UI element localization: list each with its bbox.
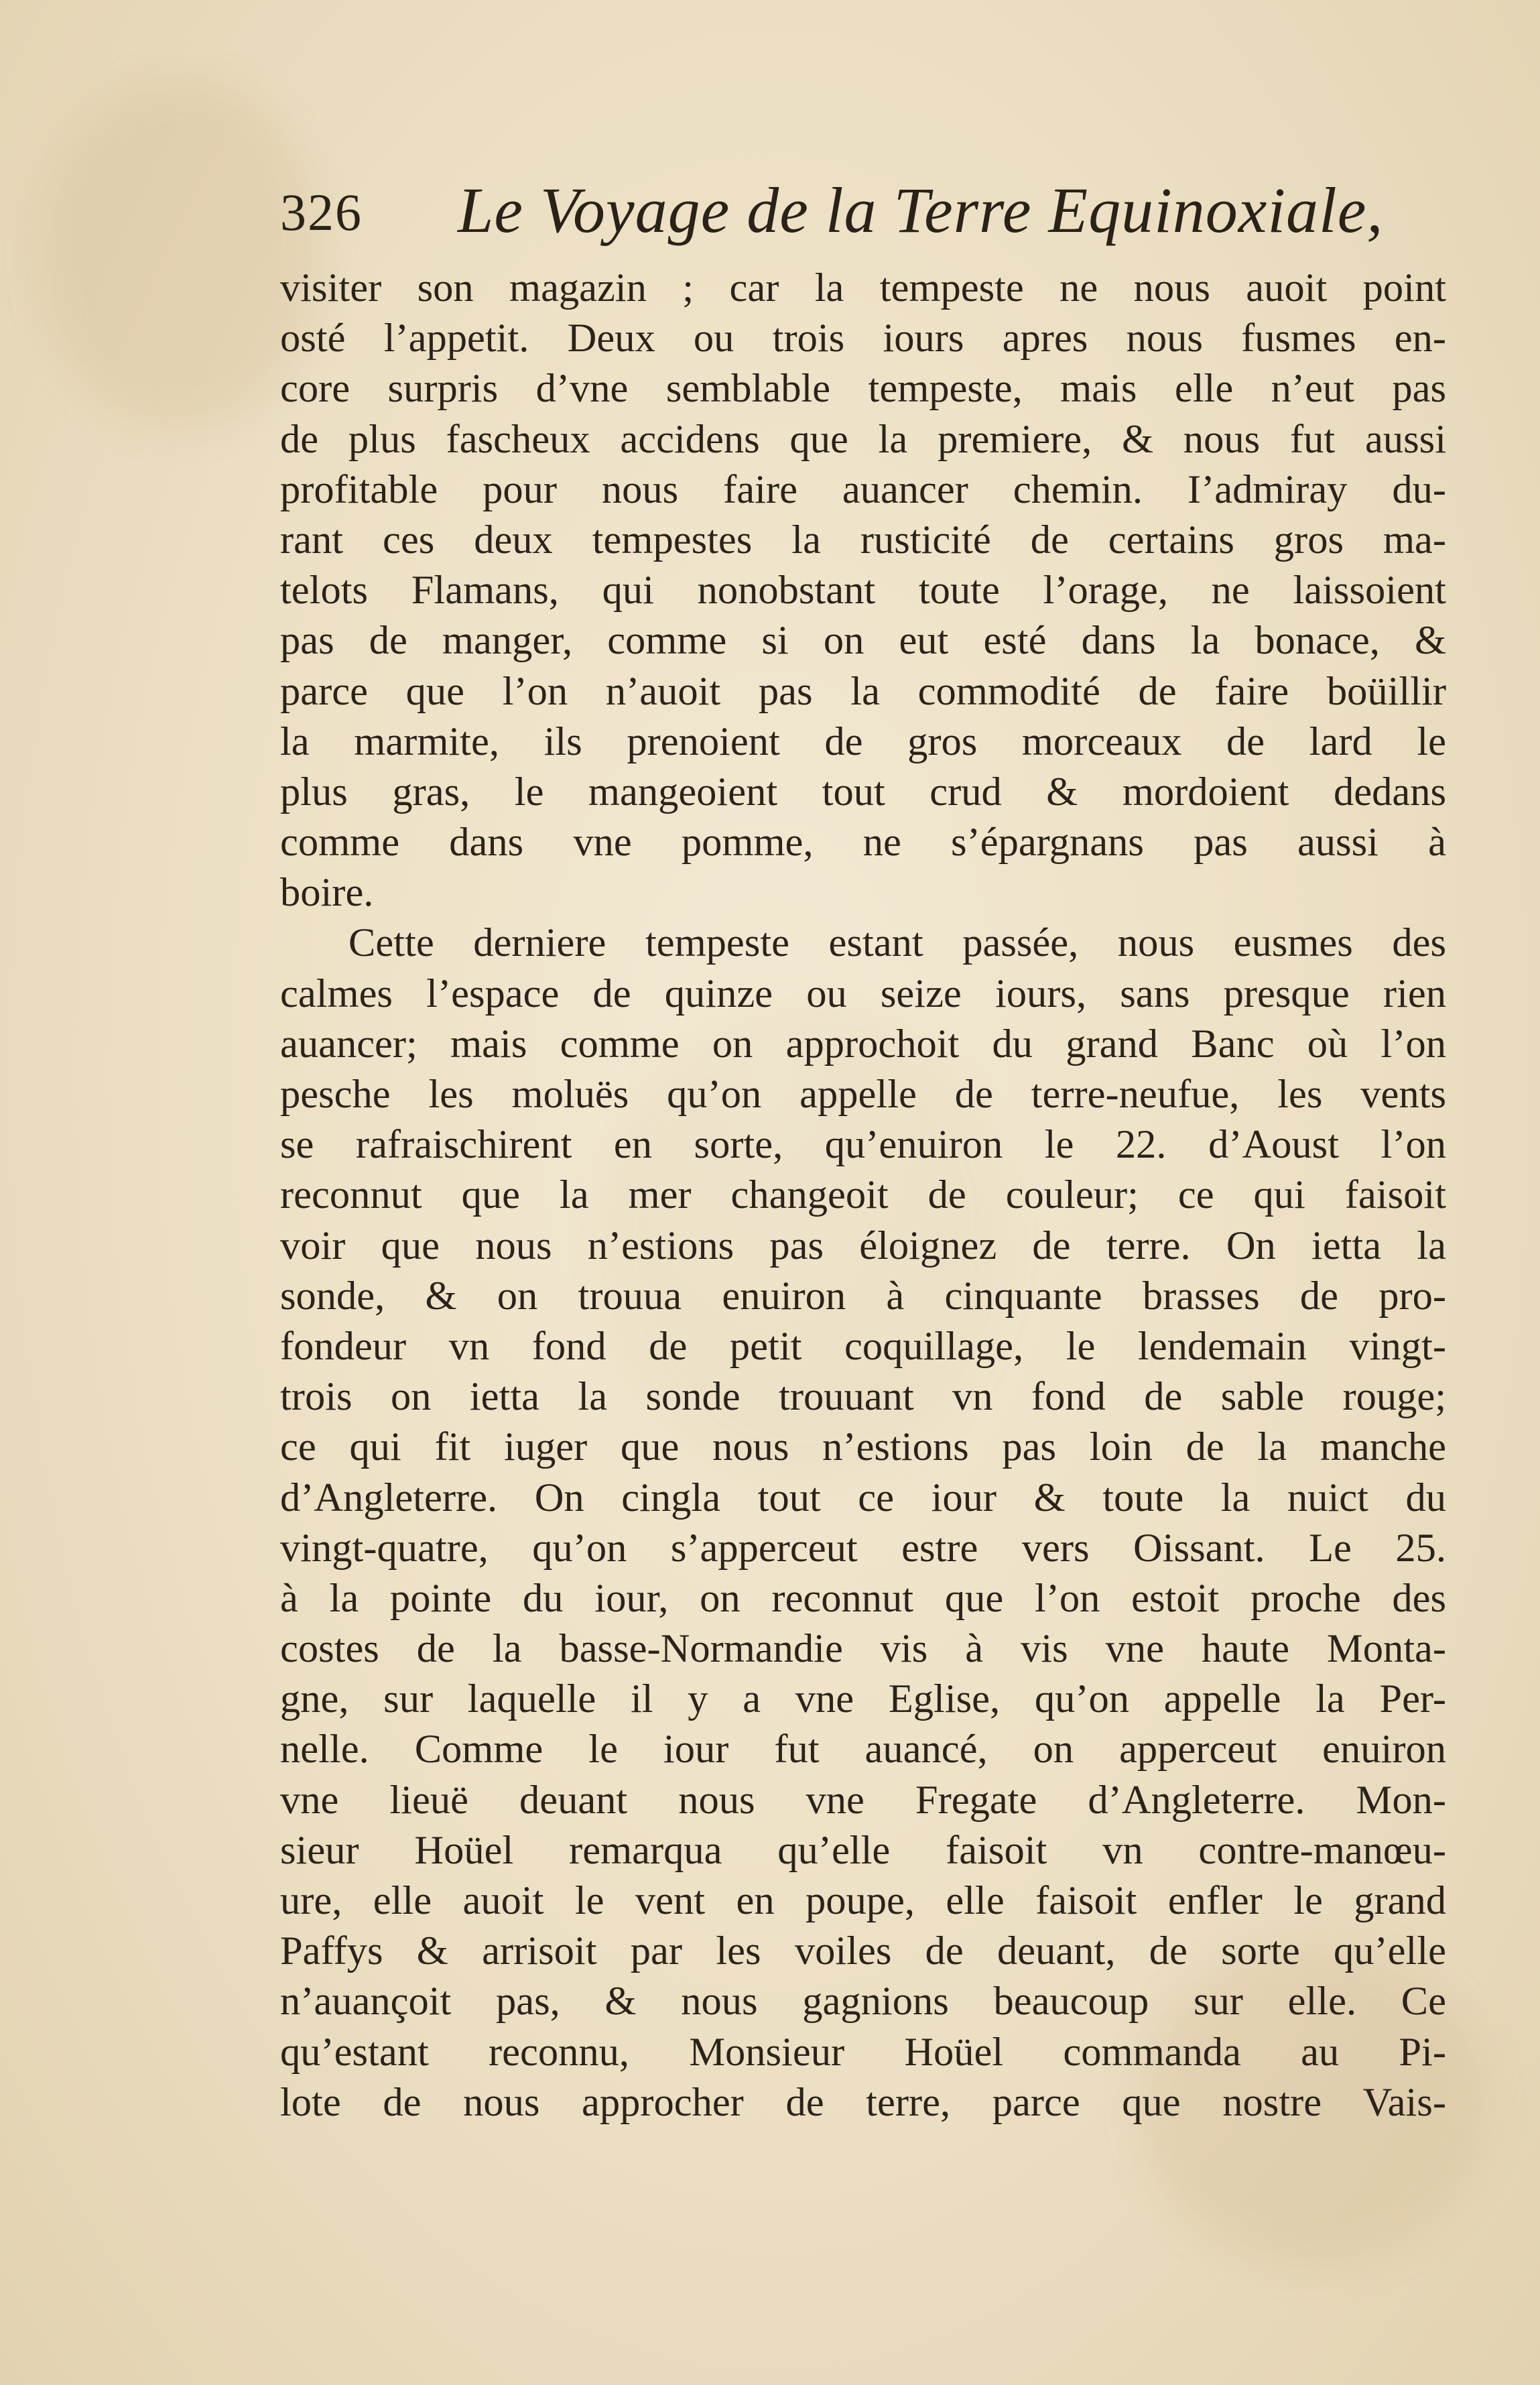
page-header <box>280 173 1433 260</box>
text-line: ce qui fit iuger que nous n’estions pas loin de la manche <box>280 1424 1446 1470</box>
text-line: d’Angleterre. On cingla tout ce iour & toute la nuict du <box>280 1475 1446 1520</box>
text-line: plus gras, le mangeoient tout crud & mordoient dedans <box>280 769 1446 814</box>
paper-stain <box>40 80 322 429</box>
text-line: qu’estant reconnu, Monsieur Hoüel commanda au Pi- <box>280 2029 1446 2075</box>
text-line: se rafraischirent en sorte, qu’enuiron le 22. d’Aoust l’on <box>280 1122 1446 1168</box>
text-line: la marmite, ils prenoient de gros morceaux de lard le <box>280 719 1446 764</box>
text-line: fondeur vn fond de petit coquillage, le lendemain vingt- <box>280 1323 1446 1369</box>
text-line: gne, sur laquelle il y a vne Eglise, qu’on appelle la Per- <box>280 1676 1446 1722</box>
text-line: visiter son magazin ; car la tempeste ne nous auoit point <box>280 265 1446 310</box>
running-title: Le Voyage de la Terre Equinoxiale, <box>458 174 1384 246</box>
text-line: voir que nous n’estions pas éloignez de terre. On ietta la <box>280 1223 1446 1268</box>
text-line: comme dans vne pomme, ne s’épargnans pas aussi à <box>280 820 1446 865</box>
paragraph-start-line: Cette derniere tempeste estant passée, nous eusmes des <box>348 920 1446 966</box>
text-line: rant ces deux tempestes la rusticité de certains gros ma- <box>280 517 1446 562</box>
body-text <box>280 263 1446 2128</box>
text-line: parce que l’on n’auoit pas la commodité de faire boüillir <box>280 668 1446 714</box>
text-line: auancer; mais comme on approchoit du grand Banc où l’on <box>280 1021 1446 1066</box>
text-line: lote de nous approcher de terre, parce que nostre Vais- <box>280 2079 1446 2125</box>
text-line: Paffys & arrisoit par les voiles de deuant, de sorte qu’elle <box>280 1929 1446 1974</box>
text-line: boire. <box>280 870 374 916</box>
text-line: profitable pour nous faire auancer chemin. I’admiray du- <box>280 467 1446 512</box>
text-line: de plus fascheux accidens que la premiere, & nous fut aussi <box>280 416 1446 462</box>
text-line: sonde, & on trouua enuiron à cinquante brasses de pro- <box>280 1273 1446 1319</box>
text-line: ure, elle auoit le vent en poupe, elle faisoit enfler le grand <box>280 1878 1446 1923</box>
text-line: calmes l’espace de quinze ou seize iours, sans presque rien <box>280 971 1446 1016</box>
text-line: pesche les moluës qu’on appelle de terre-neufue, les vents <box>280 1072 1446 1117</box>
text-line: telots Flamans, qui nonobstant toute l’orage, ne laissoient <box>280 568 1446 613</box>
text-line: n’auançoit pas, & nous gagnions beaucoup sur elle. Ce <box>280 1979 1446 2024</box>
text-line: costes de la basse-Normandie vis à vis vne haute Monta- <box>280 1626 1446 1672</box>
text-line: trois on ietta la sonde trouuant vn fond de sable rouge; <box>280 1374 1446 1420</box>
text-line: à la pointe du iour, on reconnut que l’on estoit proche des <box>280 1575 1446 1621</box>
page-number: 326 <box>280 183 363 241</box>
text-line: nelle. Comme le iour fut auancé, on apperceut enuiron <box>280 1727 1446 1772</box>
text-line: vne lieuë deuant nous vne Fregate d’Angleterre. Mon- <box>280 1777 1446 1823</box>
text-line: vingt-quatre, qu’on s’apperceut estre vers Oissant. Le 25. <box>280 1525 1446 1571</box>
text-line: reconnut que la mer changeoit de couleur; ce qui faisoit <box>280 1172 1446 1218</box>
text-line: osté l’appetit. Deux ou trois iours apres nous fusmes en- <box>280 316 1446 361</box>
text-line: pas de manger, comme si on eut esté dans la bonace, & <box>280 618 1446 664</box>
text-line: core surpris d’vne semblable tempeste, mais elle n’eut pas <box>280 366 1446 412</box>
text-line: sieur Hoüel remarqua qu’elle faisoit vn contre-manœu- <box>280 1827 1446 1873</box>
